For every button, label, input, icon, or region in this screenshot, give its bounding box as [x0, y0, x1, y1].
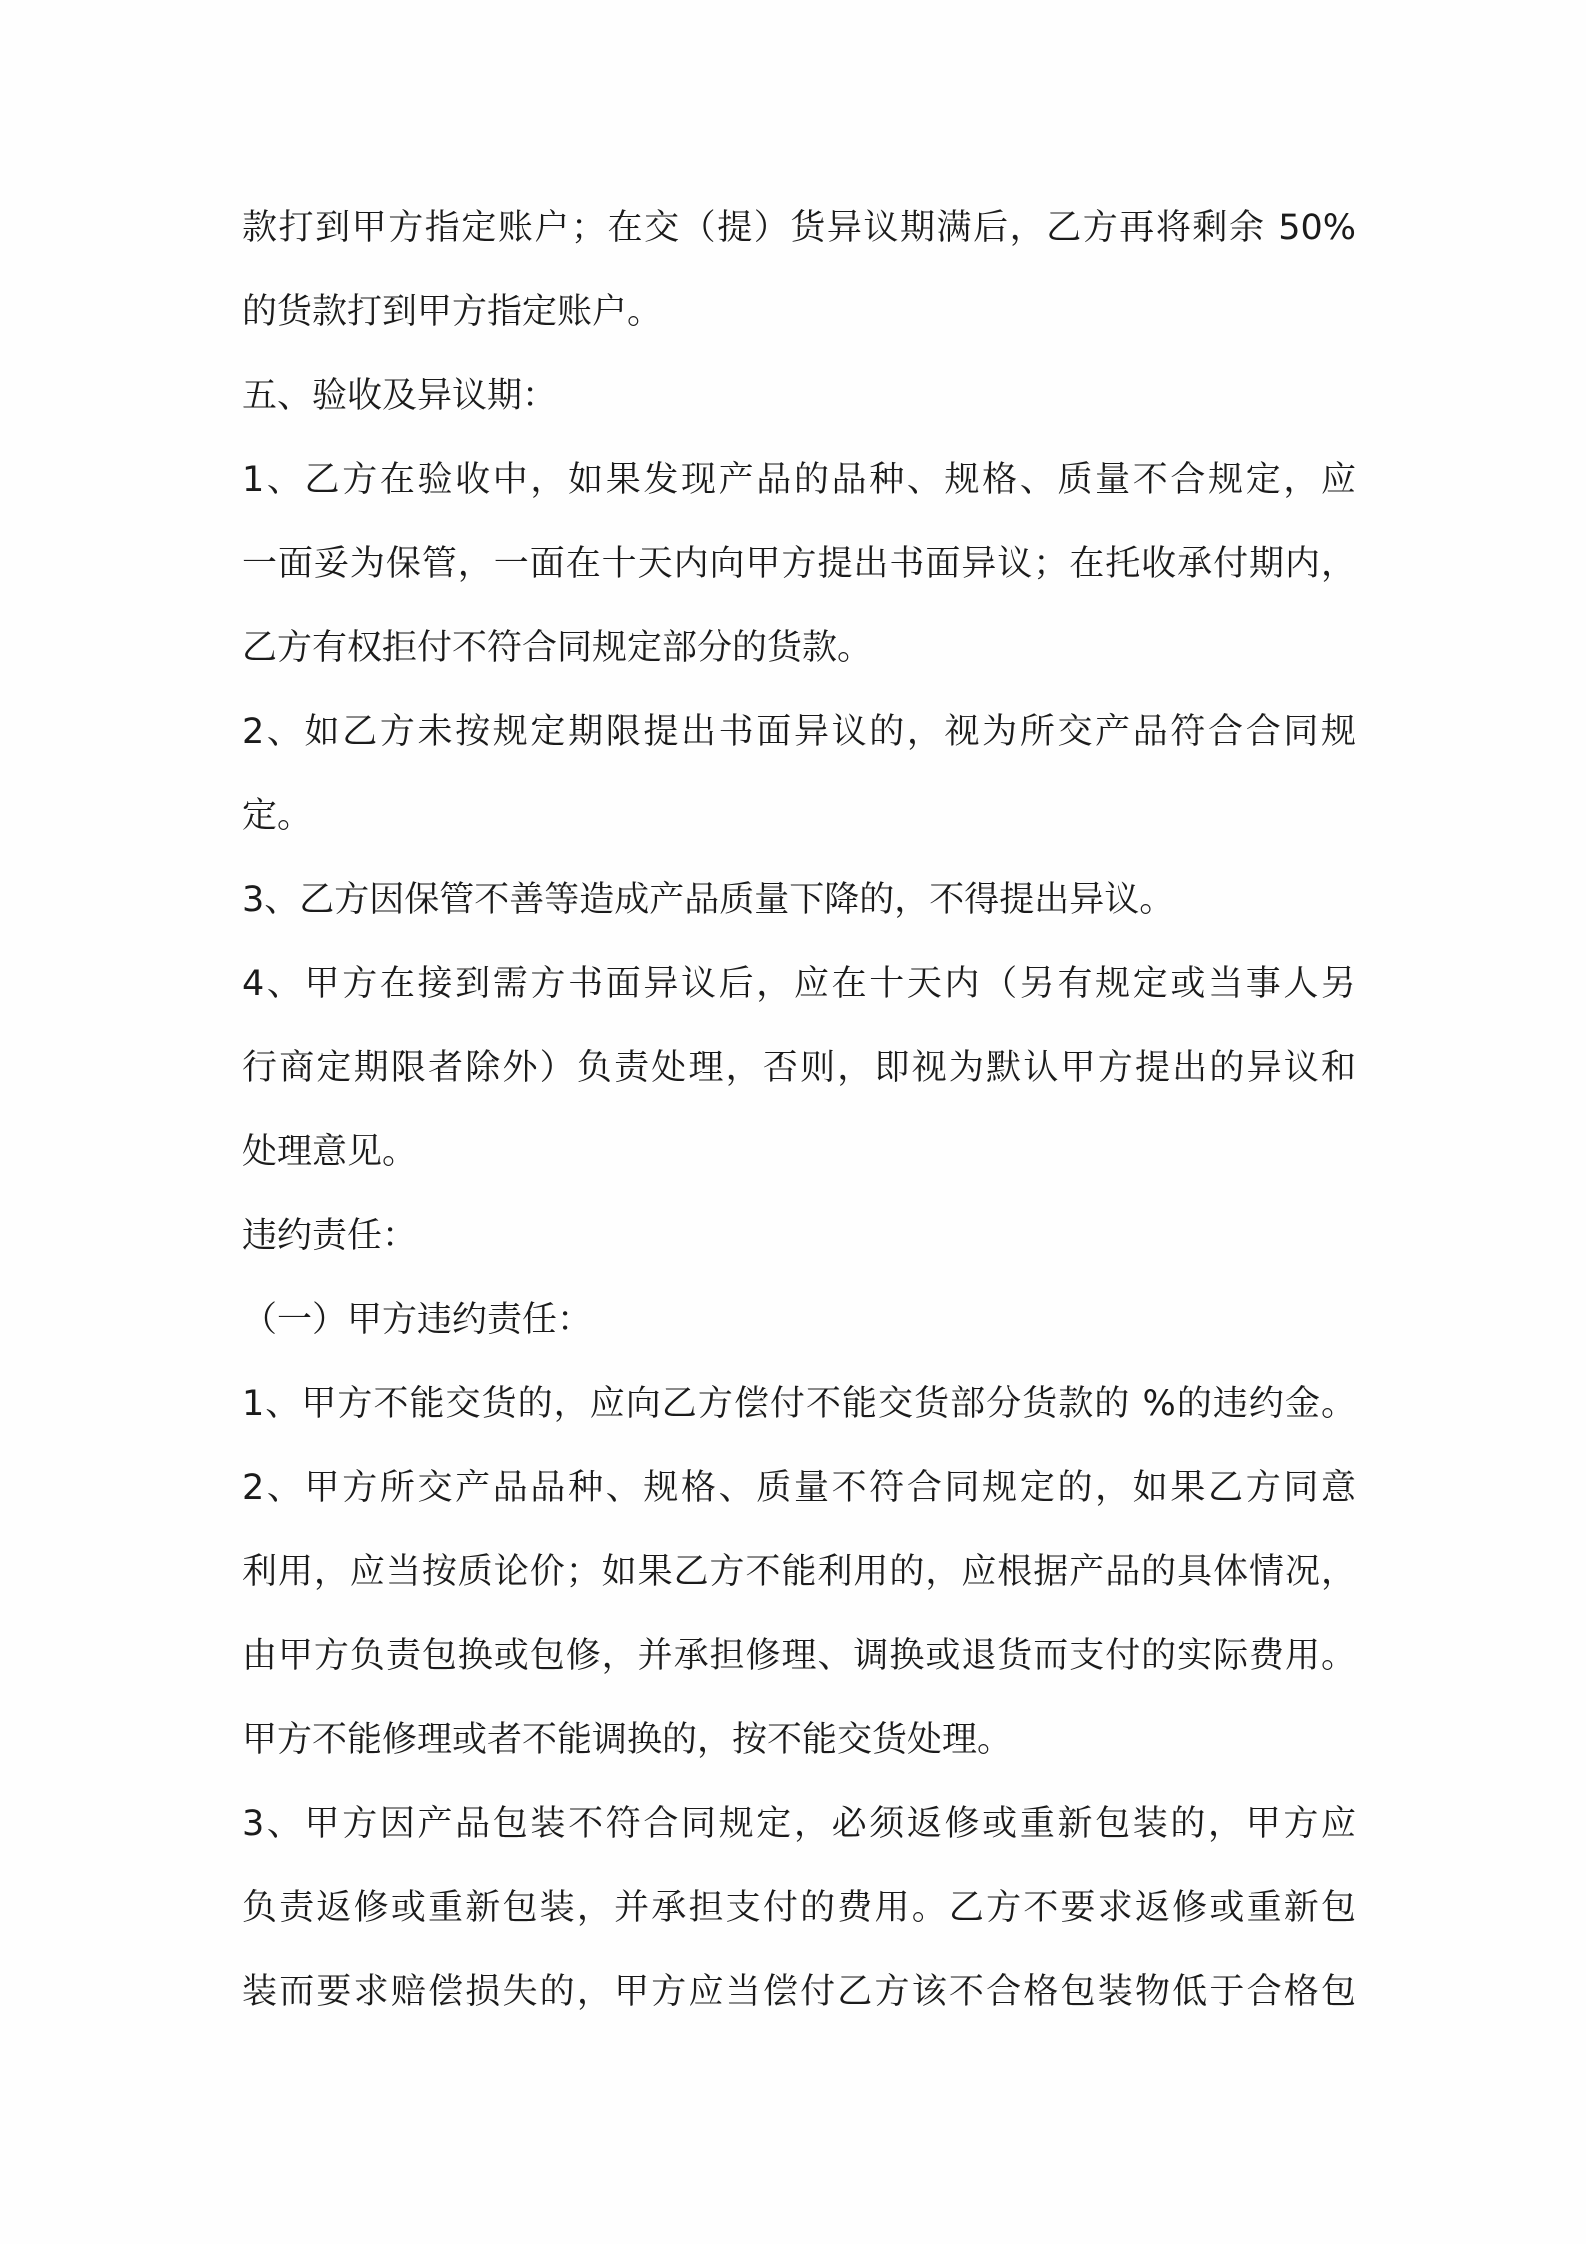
text-line: 款打到甲方指定账户；在交（提）货异议期满后，乙方再将剩余 50%	[242, 208, 1356, 248]
section-heading: 违约责任：	[242, 1216, 418, 1256]
text-line: 1、甲方不能交货的，应向乙方偿付不能交货部分货款的 %的违约金。	[242, 1384, 1356, 1424]
document-body	[242, 186, 1356, 2034]
text-line: 由甲方负责包换或包修，并承担修理、调换或退货而支付的实际费用。	[242, 1636, 1356, 1676]
subsection-heading: （一）甲方违约责任：	[242, 1300, 593, 1340]
text-line: 1、乙方在验收中，如果发现产品的品种、规格、质量不合规定，应	[242, 460, 1356, 500]
text-line: 2、甲方所交产品品种、规格、质量不符合同规定的，如果乙方同意	[242, 1468, 1356, 1508]
text-line: 负责返修或重新包装，并承担支付的费用。乙方不要求返修或重新包	[242, 1888, 1356, 1928]
text-line: 的货款打到甲方指定账户。	[242, 292, 663, 332]
text-line: 4、甲方在接到需方书面异议后，应在十天内（另有规定或当事人另	[242, 964, 1356, 1004]
text-line: 2、如乙方未按规定期限提出书面异议的，视为所交产品符合合同规	[242, 712, 1356, 752]
text-line: 乙方有权拒付不符合同规定部分的货款。	[242, 628, 873, 668]
text-line: 利用，应当按质论价；如果乙方不能利用的，应根据产品的具体情况，	[242, 1552, 1356, 1592]
text-line: 定。	[242, 796, 313, 836]
text-line: 装而要求赔偿损失的，甲方应当偿付乙方该不合格包装物低于合格包	[242, 1972, 1356, 2012]
text-line: 处理意见。	[242, 1132, 418, 1172]
text-line: 甲方不能修理或者不能调换的，按不能交货处理。	[242, 1720, 1013, 1760]
section-heading: 五、验收及异议期：	[242, 376, 558, 416]
text-line: 3、乙方因保管不善等造成产品质量下降的，不得提出异议。	[242, 880, 1175, 920]
text-line: 3、甲方因产品包装不符合同规定，必须返修或重新包装的，甲方应	[242, 1804, 1356, 1844]
text-line: 行商定期限者除外）负责处理，否则，即视为默认甲方提出的异议和	[242, 1048, 1356, 1088]
text-line: 一面妥为保管，一面在十天内向甲方提出书面异议；在托收承付期内，	[242, 544, 1356, 584]
